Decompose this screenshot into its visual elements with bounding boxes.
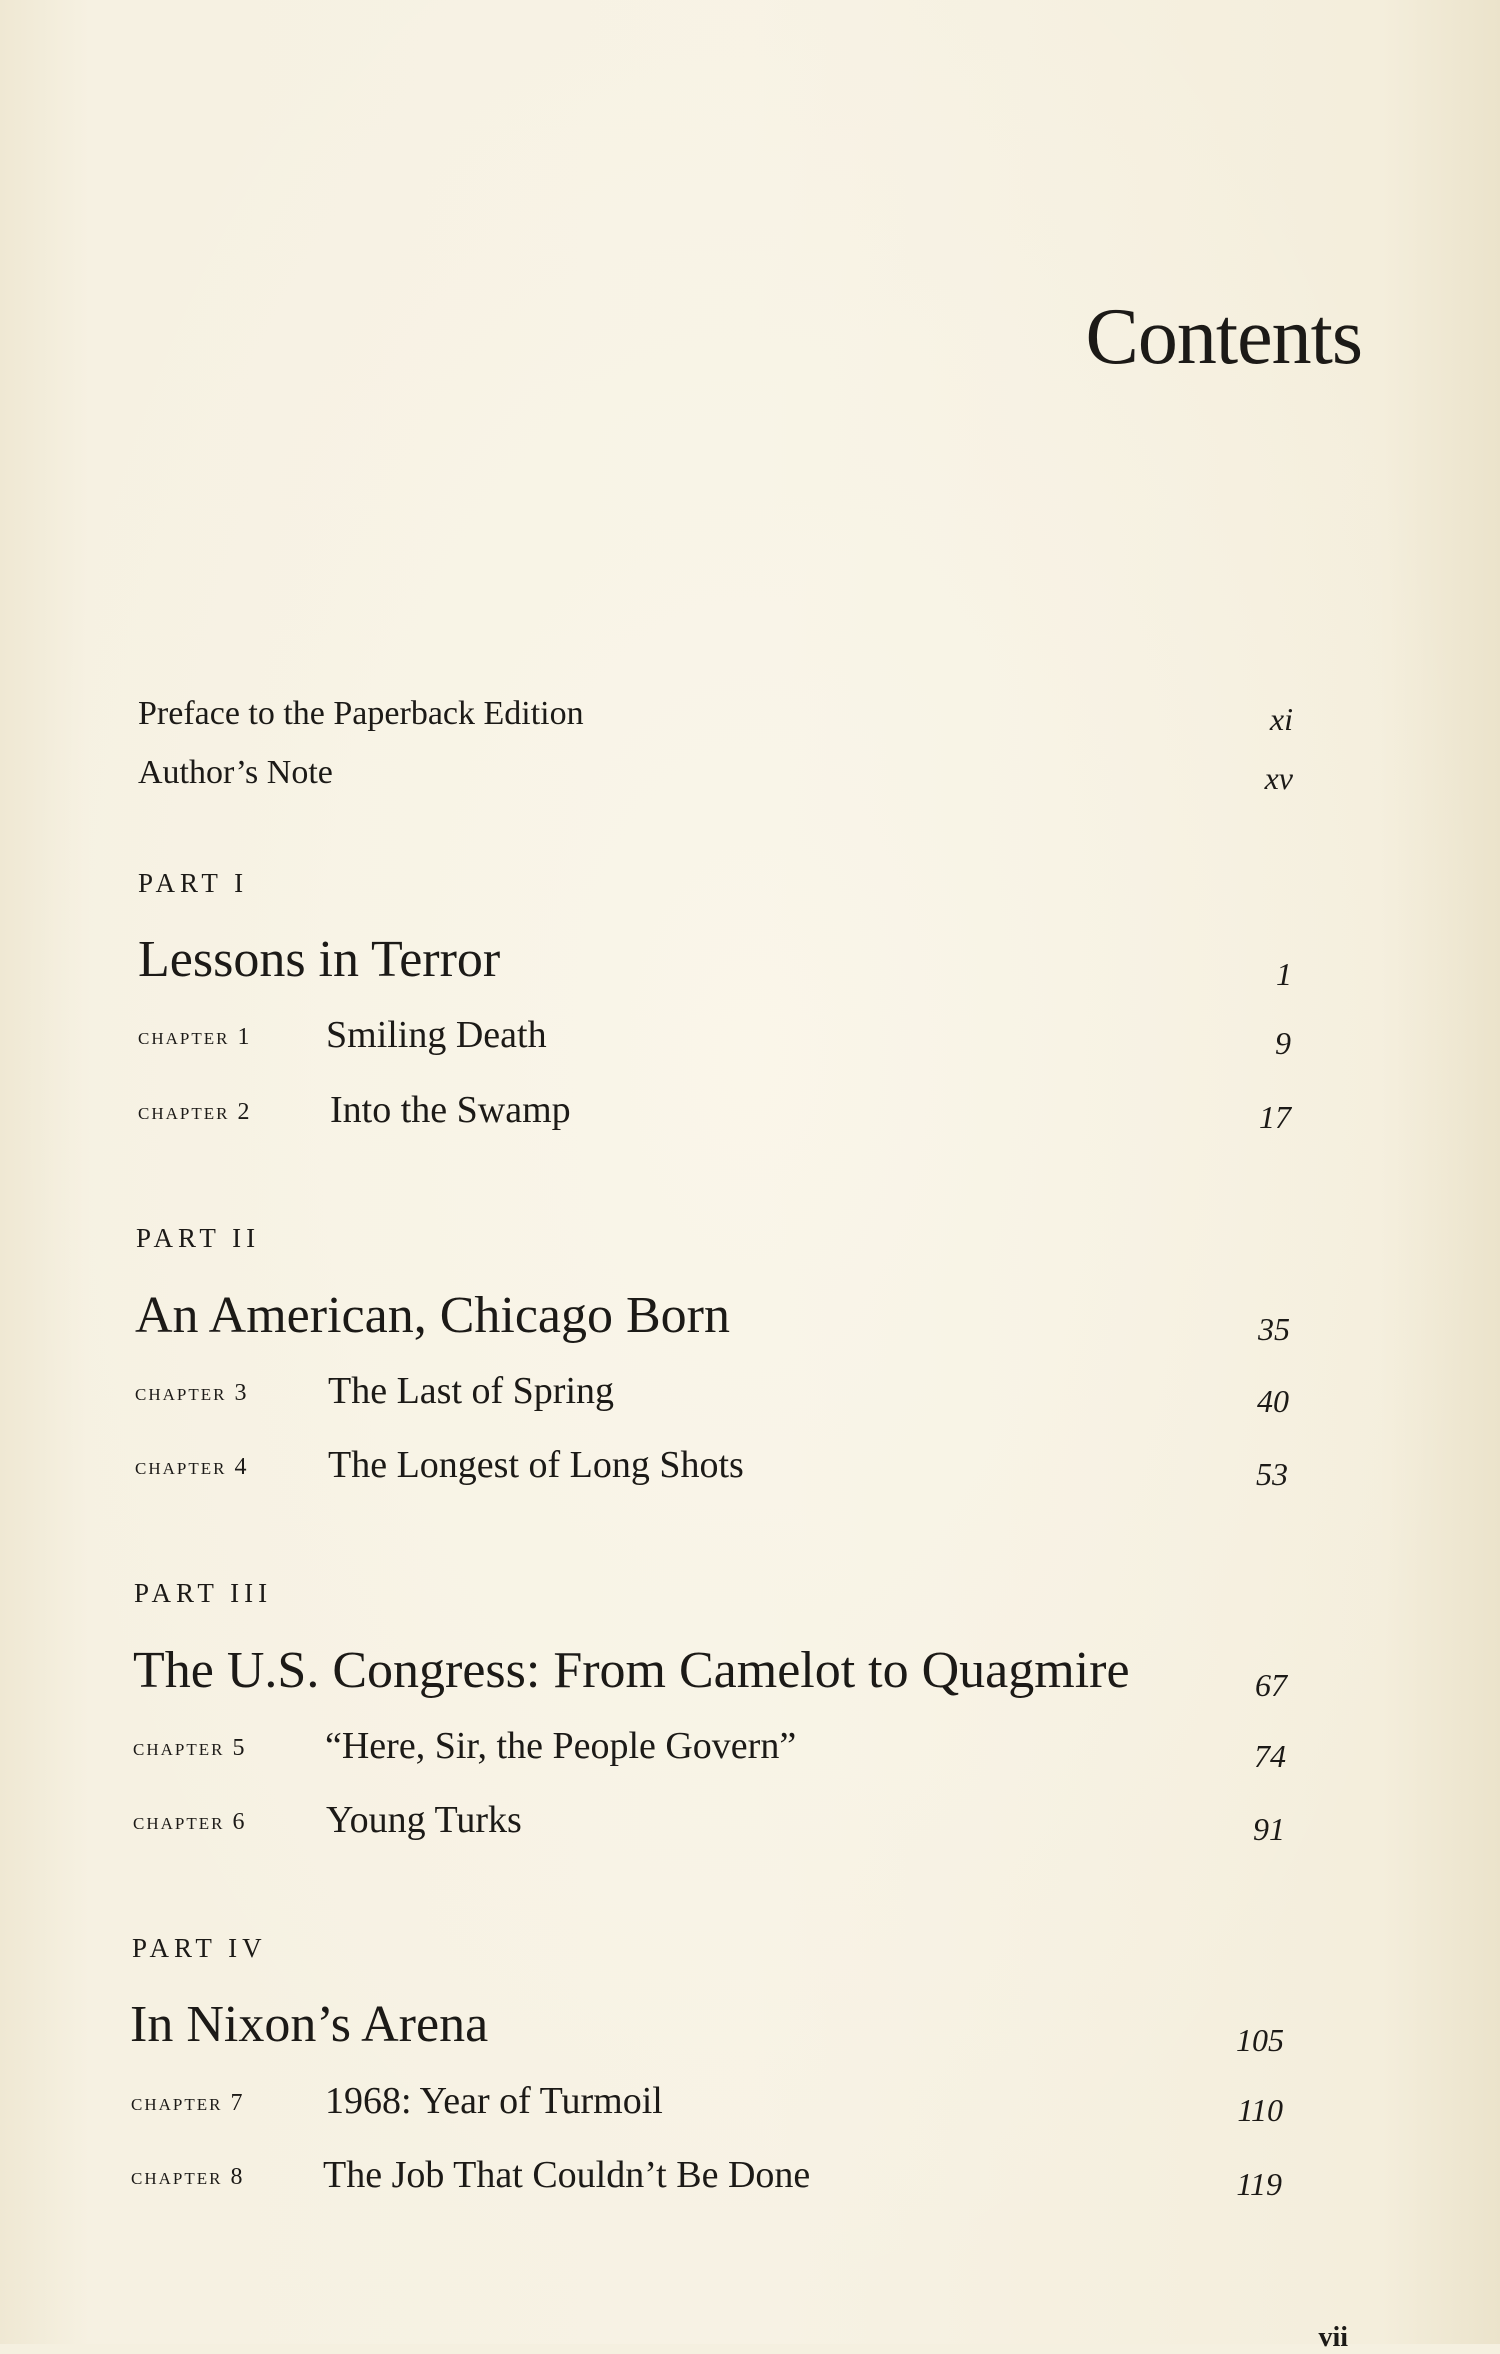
chapter-title: Smiling Death [326,1014,547,1056]
page-title: Contents [1085,293,1362,381]
chapter-number: chapter 2 [138,1099,252,1125]
chapter-number: chapter 3 [135,1380,249,1406]
part-page: 105 [1236,2022,1284,2058]
part-title: An American, Chicago Born [135,1287,730,1344]
part-page: 67 [1255,1667,1287,1703]
chapter-number: chapter 6 [133,1809,247,1835]
part-label: PART III [134,1578,273,1608]
chapter-title: The Last of Spring [328,1370,615,1412]
chapter-number: chapter 7 [131,2090,245,2116]
chapter-page: 40 [1257,1383,1289,1419]
chapter-page: 119 [1236,2166,1282,2202]
part-page: 1 [1276,956,1292,992]
toc-entry-page: xi [1269,701,1293,737]
part-label: PART I [138,868,249,898]
part-label: PART II [136,1223,261,1253]
toc-entry-title: Preface to the Paperback Edition [138,695,584,732]
part-title: Lessons in Terror [138,931,501,988]
part-title: The U.S. Congress: From Camelot to Quagmire [133,1642,1130,1699]
toc-entry-page: xv [1264,760,1293,796]
chapter-number: chapter 1 [138,1024,252,1050]
toc-entry-title: Author’s Note [138,754,333,791]
chapter-page: 74 [1254,1738,1286,1774]
chapter-page: 53 [1256,1456,1288,1492]
chapter-number: chapter 4 [135,1454,249,1480]
page-folio: vii [1318,2322,1348,2353]
chapter-page: 17 [1259,1099,1291,1135]
chapter-page: 91 [1253,1811,1285,1847]
chapter-title: The Longest of Long Shots [328,1444,744,1486]
part-page: 35 [1258,1311,1290,1347]
chapter-title: The Job That Couldn’t Be Done [323,2154,811,2196]
part-title: In Nixon’s Arena [130,1996,489,2053]
chapter-page: 9 [1275,1025,1291,1061]
chapter-page: 110 [1237,2092,1283,2128]
chapter-title: Young Turks [326,1799,522,1841]
chapter-title: Into the Swamp [330,1089,571,1131]
part-label: PART IV [132,1933,267,1963]
chapter-number: chapter 5 [133,1735,247,1761]
chapter-title: “Here, Sir, the People Govern” [325,1725,797,1767]
chapter-number: chapter 8 [131,2164,245,2190]
chapter-title: 1968: Year of Turmoil [325,2080,663,2122]
